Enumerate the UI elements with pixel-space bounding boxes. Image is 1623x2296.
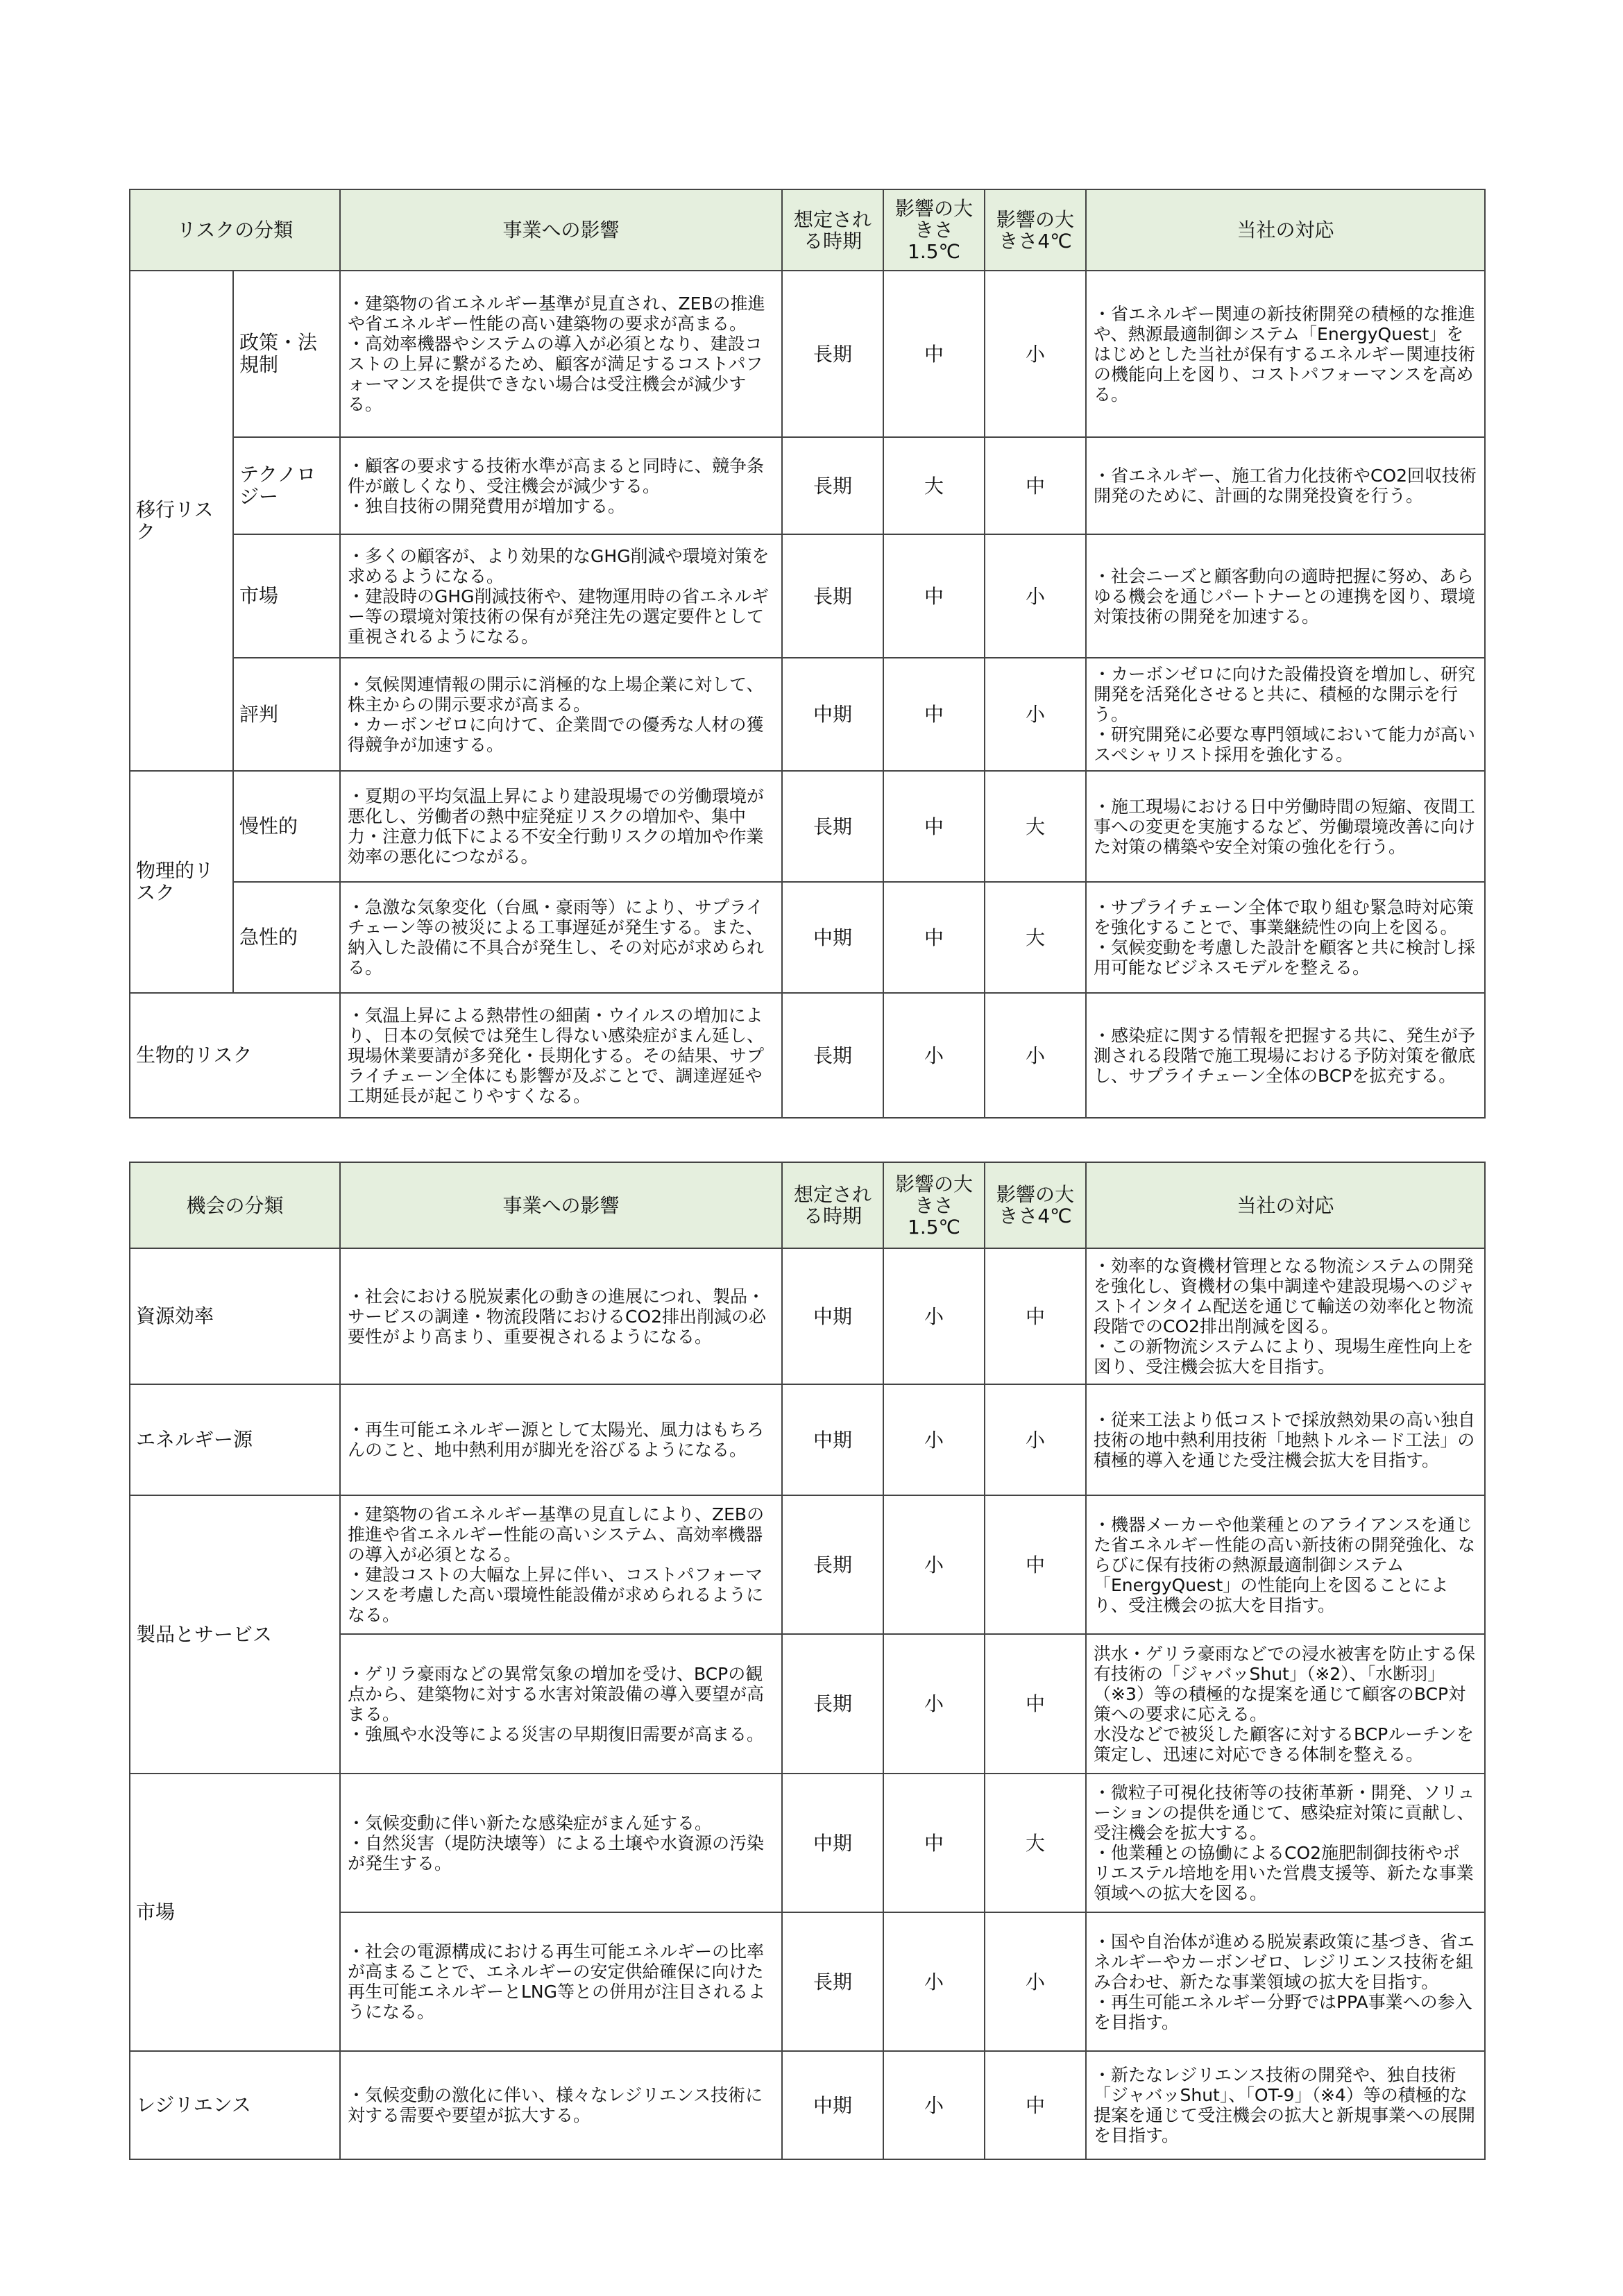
size-4c-cell: 小 (985, 271, 1086, 437)
response-cell: ・社会ニーズと顧客動向の適時把握に努め、あらゆる機会を通じパートナーとの連携を図り、環境対策技術の開発を加速する。 (1086, 534, 1485, 658)
size-1-5c-cell: 小 (883, 993, 985, 1118)
response-cell: ・サプライチェーン全体で取り組む緊急時対応策を強化することで、事業継続性の向上を図る。 ・気候変動を考慮した設計を顧客と共に検討し採用可能なビジネスモデルを整える。 (1086, 882, 1485, 993)
table-row (130, 882, 1485, 993)
timing-cell: 中期 (782, 882, 883, 993)
timing-cell: 中期 (782, 2051, 883, 2159)
size-4c-cell: 大 (985, 882, 1086, 993)
table-row (130, 1774, 1485, 1912)
size-1-5c-cell: 中 (883, 771, 985, 882)
subcategory: 評判 (233, 658, 340, 771)
subcategory: 政策・法規制 (233, 271, 340, 437)
response-cell: ・省エネルギー関連の新技術開発の積極的な推進や、熱源最適制御システム「EnergyQuest」をはじめとした当社が保有するエネルギー関連技術の機能向上を図り、コストパフォーマンスを高める。 (1086, 271, 1485, 437)
size-4c-cell: 大 (985, 1774, 1086, 1912)
size-1-5c-cell: 中 (883, 658, 985, 771)
group-energy-source: エネルギー源 (130, 1384, 340, 1495)
impact-cell: ・気候変動の激化に伴い、様々なレジリエンス技術に対する需要や要望が拡大する。 (340, 2051, 782, 2159)
impact-cell: ・ゲリラ豪雨などの異常気象の増加を受け、BCPの観点から、建築物に対する水害対策設備の導入要望が高まる。 ・強風や水没等による災害の早期復旧需要が高まる。 (340, 1634, 782, 1774)
size-1-5c-cell: 小 (883, 1634, 985, 1774)
header-response: 当社の対応 (1086, 1162, 1485, 1248)
size-1-5c-cell: 中 (883, 534, 985, 658)
impact-cell: ・建築物の省エネルギー基準の見直しにより、ZEBの推進や省エネルギー性能の高いシステム、高効率機器の導入が必須となる。 ・建設コストの大幅な上昇に伴い、コストパフォーマンスを考慮した高い環境性能設備が求められるようになる。 (340, 1495, 782, 1634)
header-timing: 想定される時期 (782, 189, 883, 271)
table-row (130, 993, 1485, 1118)
response-cell: ・新たなレジリエンス技術の開発や、独自技術「ジャバッShut」、「OT-9」（※4）等の積極的な提案を通じて受注機会の拡大と新規事業への展開を目指す。 (1086, 2051, 1485, 2159)
header-size-1-5c: 影響の大きさ1.5℃ (883, 189, 985, 271)
group-physical-risk: 物理的リスク (130, 771, 233, 993)
response-cell: ・国や自治体が進める脱炭素政策に基づき、省エネルギーやカーボンゼロ、レジリエンス技術を組み合わせ、新たな事業領域の拡大を目指す。 ・再生可能エネルギー分野ではPPA事業への参入を目指す。 (1086, 1912, 1485, 2051)
size-4c-cell: 小 (985, 534, 1086, 658)
timing-cell: 長期 (782, 437, 883, 534)
size-4c-cell: 小 (985, 658, 1086, 771)
group-biological-risk: 生物的リスク (130, 993, 340, 1118)
response-cell: ・従来工法より低コストで採放熱効果の高い独自技術の地中熱利用技術「地熱トルネード工法」の積極的導入を通じた受注機会拡大を目指す。 (1086, 1384, 1485, 1495)
header-timing: 想定される時期 (782, 1162, 883, 1248)
impact-cell: ・社会における脱炭素化の動きの進展につれ、製品・サービスの調達・物流段階におけるCO2排出削減の必要性がより高まり、重要視されるようになる。 (340, 1248, 782, 1384)
header-response: 当社の対応 (1086, 189, 1485, 271)
timing-cell: 中期 (782, 1774, 883, 1912)
risk-table (129, 189, 1486, 1119)
response-cell: ・感染症に関する情報を把握する共に、発生が予測される段階で施工現場における予防対策を徹底し、サプライチェーン全体のBCPを拡充する。 (1086, 993, 1485, 1118)
impact-cell: ・気候関連情報の開示に消極的な上場企業に対して、株主からの開示要求が高まる。 ・カーボンゼロに向けて、企業間での優秀な人材の獲得競争が加速する。 (340, 658, 782, 771)
header-category: リスクの分類 (130, 189, 340, 271)
size-1-5c-cell: 小 (883, 1248, 985, 1384)
timing-cell: 長期 (782, 534, 883, 658)
table-row (130, 1384, 1485, 1495)
size-4c-cell: 中 (985, 1248, 1086, 1384)
timing-cell: 長期 (782, 993, 883, 1118)
response-cell: ・効率的な資機材管理となる物流システムの開発を強化し、資機材の集中調達や建設現場へのジャストインタイム配送を通じて輸送の効率化と物流段階でのCO2排出削減を図る。 ・この新物流システムにより、現場生産性向上を図り、受注機会拡大を目指す。 (1086, 1248, 1485, 1384)
size-1-5c-cell: 中 (883, 882, 985, 993)
size-4c-cell: 中 (985, 437, 1086, 534)
table-row (130, 534, 1485, 658)
timing-cell: 長期 (782, 771, 883, 882)
header-size-4c: 影響の大きさ4℃ (985, 189, 1086, 271)
header-size-4c: 影響の大きさ4℃ (985, 1162, 1086, 1248)
impact-cell: ・顧客の要求する技術水準が高まると同時に、競争条件が厳しくなり、受注機会が減少する。 ・独自技術の開発費用が増加する。 (340, 437, 782, 534)
timing-cell: 中期 (782, 1248, 883, 1384)
timing-cell: 長期 (782, 1634, 883, 1774)
size-1-5c-cell: 中 (883, 1774, 985, 1912)
group-products-services: 製品とサービス (130, 1495, 340, 1774)
impact-cell: ・夏期の平均気温上昇により建設現場での労働環境が悪化し、労働者の熱中症発症リスクの増加や、集中力・注意力低下による不安全行動リスクの増加や作業効率の悪化につながる。 (340, 771, 782, 882)
subcategory: 慢性的 (233, 771, 340, 882)
impact-cell: ・気候変動に伴い新たな感染症がまん延する。 ・自然災害（堤防決壊等）による土壌や水資源の汚染が発生する。 (340, 1774, 782, 1912)
table-row (130, 771, 1485, 882)
size-1-5c-cell: 大 (883, 437, 985, 534)
table-row (130, 437, 1485, 534)
size-4c-cell: 中 (985, 2051, 1086, 2159)
size-4c-cell: 小 (985, 1912, 1086, 2051)
impact-cell: ・気温上昇による熱帯性の細菌・ウイルスの増加により、日本の気候では発生し得ない感染症がまん延し、現場休業要請が多発化・長期化する。その結果、サプライチェーン全体にも影響が及ぶことで、調達遅延や工期延長が起こりやすくなる。 (340, 993, 782, 1118)
response-cell: ・微粒子可視化技術等の技術革新・開発、ソリューションの提供を通じて、感染症対策に貢献し、受注機会を拡大する。 ・他業種との協働によるCO2施肥制御技術やポリエステル培地を用いた営農支援等、新たな事業領域への拡大を図る。 (1086, 1774, 1485, 1912)
header-category: 機会の分類 (130, 1162, 340, 1248)
subcategory: 急性的 (233, 882, 340, 993)
size-1-5c-cell: 小 (883, 2051, 985, 2159)
timing-cell: 長期 (782, 1495, 883, 1634)
size-4c-cell: 中 (985, 1495, 1086, 1634)
impact-cell: ・急激な気象変化（台風・豪雨等）により、サプライチェーン等の被災による工事遅延が発生する。また、納入した設備に不具合が発生し、その対応が求められる。 (340, 882, 782, 993)
size-1-5c-cell: 中 (883, 271, 985, 437)
opportunity-table (129, 1162, 1486, 2160)
response-cell: ・省エネルギー、施工省力化技術やCO2回収技術開発のために、計画的な開発投資を行う。 (1086, 437, 1485, 534)
timing-cell: 長期 (782, 1912, 883, 2051)
header-impact: 事業への影響 (340, 1162, 782, 1248)
impact-cell: ・多くの顧客が、より効果的なGHG削減や環境対策を求めるようになる。 ・建設時のGHG削減技術や、建物運用時の省エネルギー等の環境対策技術の保有が発注先の選定要件として重視されるようになる。 (340, 534, 782, 658)
response-cell: ・施工現場における日中労働時間の短縮、夜間工事への変更を実施するなど、労働環境改善に向けた対策の構築や安全対策の強化を行う。 (1086, 771, 1485, 882)
response-cell: 洪水・ゲリラ豪雨などでの浸水被害を防止する保有技術の「ジャバッShut」（※2）、「水断羽」（※3）等の積極的な提案を通じて顧客のBCP対策への要求に応える。 水没などで被災した顧客に対するBCPルーチンを策定し、迅速に対応できる体制を整える。 (1086, 1634, 1485, 1774)
impact-cell: ・建築物の省エネルギー基準が見直され、ZEBの推進や省エネルギー性能の高い建築物の要求が高まる。 ・高効率機器やシステムの導入が必須となり、建設コストの上昇に繋がるため、顧客が満足するコストパフォーマンスを提供できない場合は受注機会が減少する。 (340, 271, 782, 437)
group-resilience: レジリエンス (130, 2051, 340, 2159)
table-row (130, 271, 1485, 437)
group-transition-risk: 移行リスク (130, 271, 233, 771)
table-row (130, 658, 1485, 771)
impact-cell: ・再生可能エネルギー源として太陽光、風力はもちろんのこと、地中熱利用が脚光を浴びるようになる。 (340, 1384, 782, 1495)
timing-cell: 中期 (782, 1384, 883, 1495)
risk-header-row (130, 189, 1485, 271)
response-cell: ・カーボンゼロに向けた設備投資を増加し、研究開発を活発化させると共に、積極的な開示を行う。 ・研究開発に必要な専門領域において能力が高いスペシャリスト採用を強化する。 (1086, 658, 1485, 771)
size-4c-cell: 小 (985, 993, 1086, 1118)
size-1-5c-cell: 小 (883, 1495, 985, 1634)
size-1-5c-cell: 小 (883, 1384, 985, 1495)
subcategory: 市場 (233, 534, 340, 658)
impact-cell: ・社会の電源構成における再生可能エネルギーの比率が高まることで、エネルギーの安定供給確保に向けた再生可能エネルギーとLNG等との併用が注目されるようになる。 (340, 1912, 782, 2051)
size-4c-cell: 中 (985, 1634, 1086, 1774)
response-cell: ・機器メーカーや他業種とのアライアンスを通じた省エネルギー性能の高い新技術の開発強化、ならびに保有技術の熱源最適制御システム「EnergyQuest」の性能向上を図ることにより、受注機会の拡大を目指す。 (1086, 1495, 1485, 1634)
opportunity-header-row (130, 1162, 1485, 1248)
header-impact: 事業への影響 (340, 189, 782, 271)
group-market: 市場 (130, 1774, 340, 2051)
timing-cell: 中期 (782, 658, 883, 771)
group-resource-efficiency: 資源効率 (130, 1248, 340, 1384)
header-size-1-5c: 影響の大きさ1.5℃ (883, 1162, 985, 1248)
table-row (130, 2051, 1485, 2159)
size-4c-cell: 小 (985, 1384, 1086, 1495)
size-4c-cell: 大 (985, 771, 1086, 882)
subcategory: テクノロジー (233, 437, 340, 534)
timing-cell: 長期 (782, 271, 883, 437)
size-1-5c-cell: 小 (883, 1912, 985, 2051)
table-row (130, 1495, 1485, 1634)
table-row (130, 1248, 1485, 1384)
